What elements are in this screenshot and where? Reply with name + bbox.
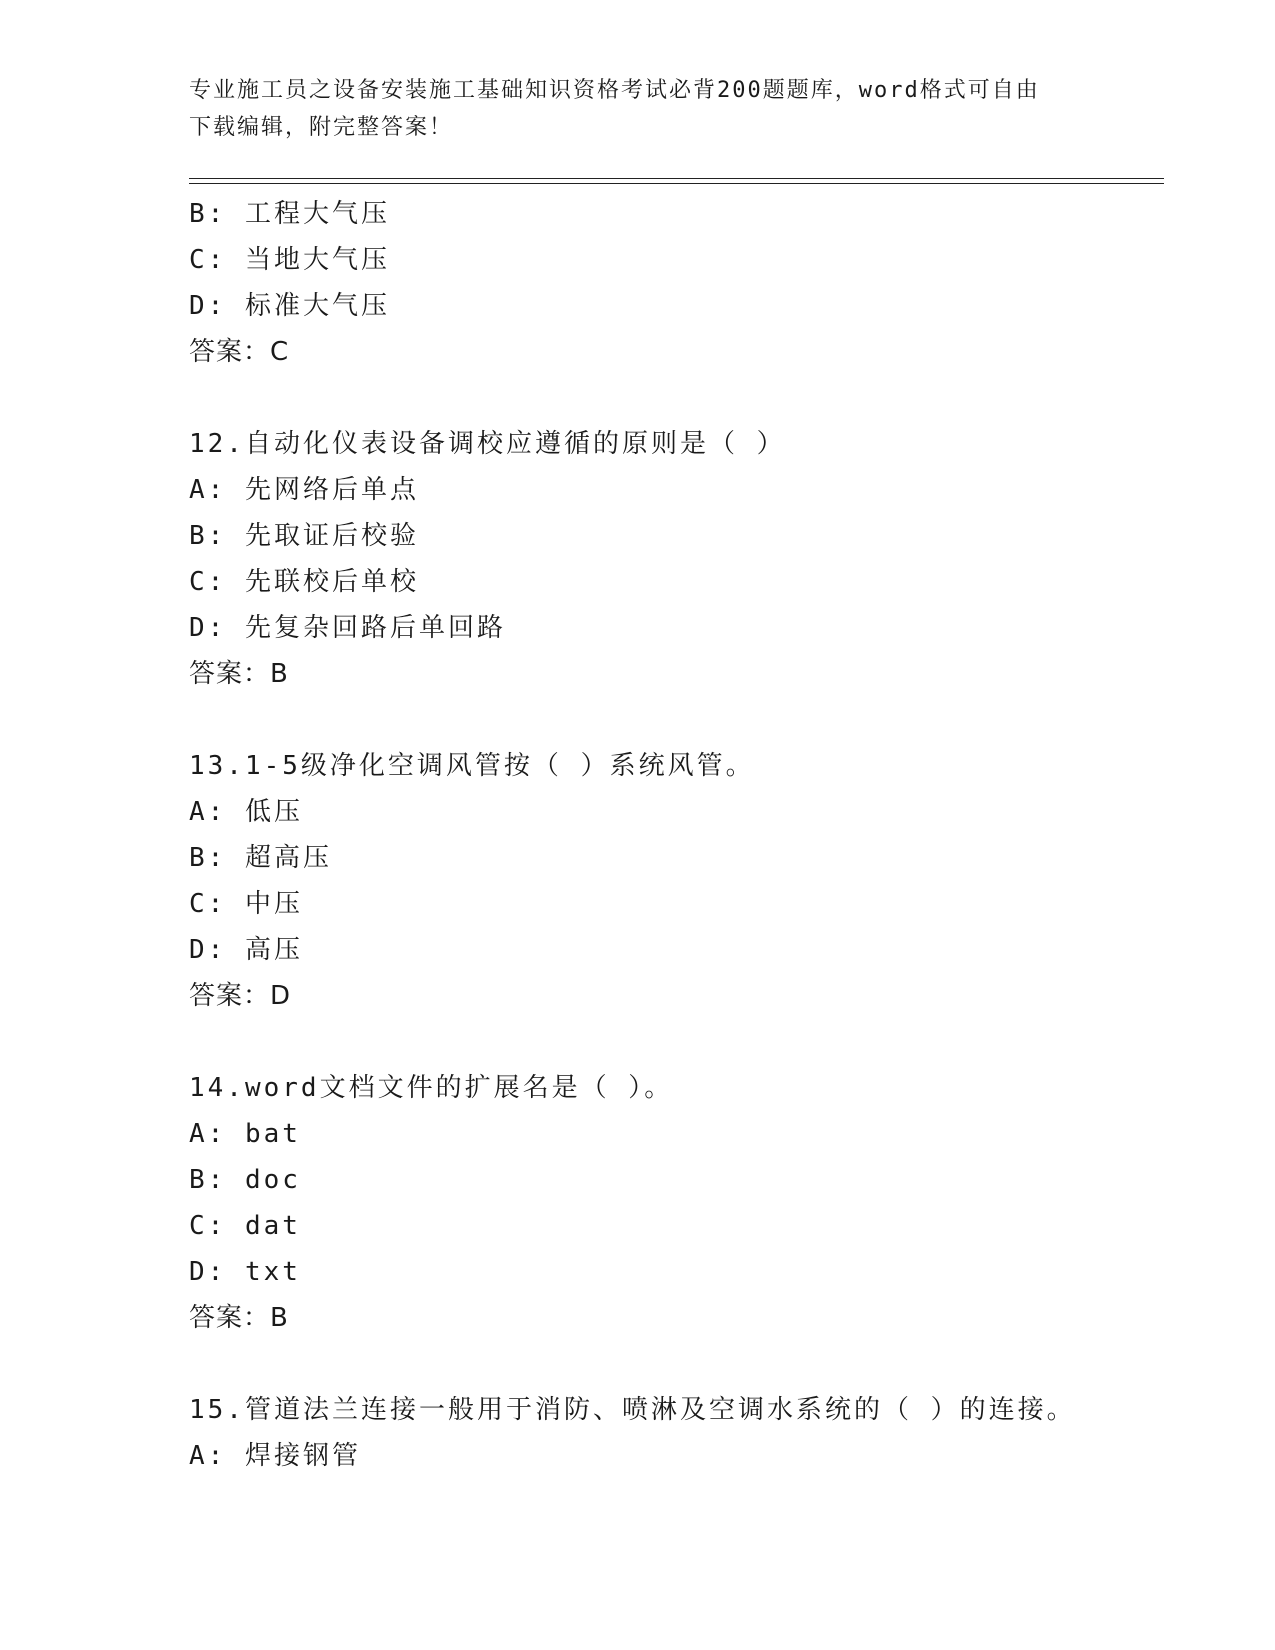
- answer-line: 答案：B: [189, 1303, 289, 1333]
- option-d: D: txt: [189, 1257, 301, 1287]
- answer-line: 答案：B: [189, 659, 289, 689]
- question-list: [189, 191, 1169, 1479]
- option-d: D: 标准大气压: [189, 291, 390, 321]
- question-stem: 14.word文档文件的扩展名是（ ）。: [189, 1073, 674, 1103]
- option-a: A: 低压: [189, 797, 303, 827]
- header-line-1: 专业施工员之设备安装施工基础知识资格考试必背200题题库，word格式可自由: [189, 78, 1040, 103]
- option-a: A: 焊接钢管: [189, 1441, 361, 1471]
- option-b: B: 工程大气压: [189, 199, 390, 229]
- question-stem: 12.自动化仪表设备调校应遵循的原则是（ ）: [189, 429, 786, 459]
- question-11-partial: [189, 191, 1169, 375]
- answer-line: 答案：C: [189, 337, 290, 367]
- question-14: [189, 1065, 1169, 1341]
- spacer: [189, 1019, 1169, 1065]
- option-d: D: 高压: [189, 935, 303, 965]
- option-b: B: 超高压: [189, 843, 332, 873]
- option-a: A: 先网络后单点: [189, 475, 419, 505]
- header-line-2: 下载编辑，附完整答案！: [189, 115, 454, 140]
- question-12: [189, 421, 1169, 697]
- option-c: C: 中压: [189, 889, 303, 919]
- option-c: C: 当地大气压: [189, 245, 390, 275]
- option-c: C: 先联校后单校: [189, 567, 419, 597]
- option-c: C: dat: [189, 1211, 301, 1241]
- option-b: B: doc: [189, 1165, 301, 1195]
- document-header: [189, 72, 1089, 146]
- header-divider-top: [189, 178, 1164, 179]
- question-stem: 15.管道法兰连接一般用于消防、喷淋及空调水系统的（ ）的连接。: [189, 1395, 1076, 1425]
- question-13: [189, 743, 1169, 1019]
- spacer: [189, 375, 1169, 421]
- question-15: [189, 1387, 1169, 1479]
- question-stem: 13.1-5级净化空调风管按（ ）系统风管。: [189, 751, 755, 781]
- option-a: A: bat: [189, 1119, 301, 1149]
- option-d: D: 先复杂回路后单回路: [189, 613, 506, 643]
- spacer: [189, 697, 1169, 743]
- spacer: [189, 1341, 1169, 1387]
- answer-line: 答案：D: [189, 981, 292, 1011]
- option-b: B: 先取证后校验: [189, 521, 419, 551]
- header-divider-bottom: [189, 183, 1164, 184]
